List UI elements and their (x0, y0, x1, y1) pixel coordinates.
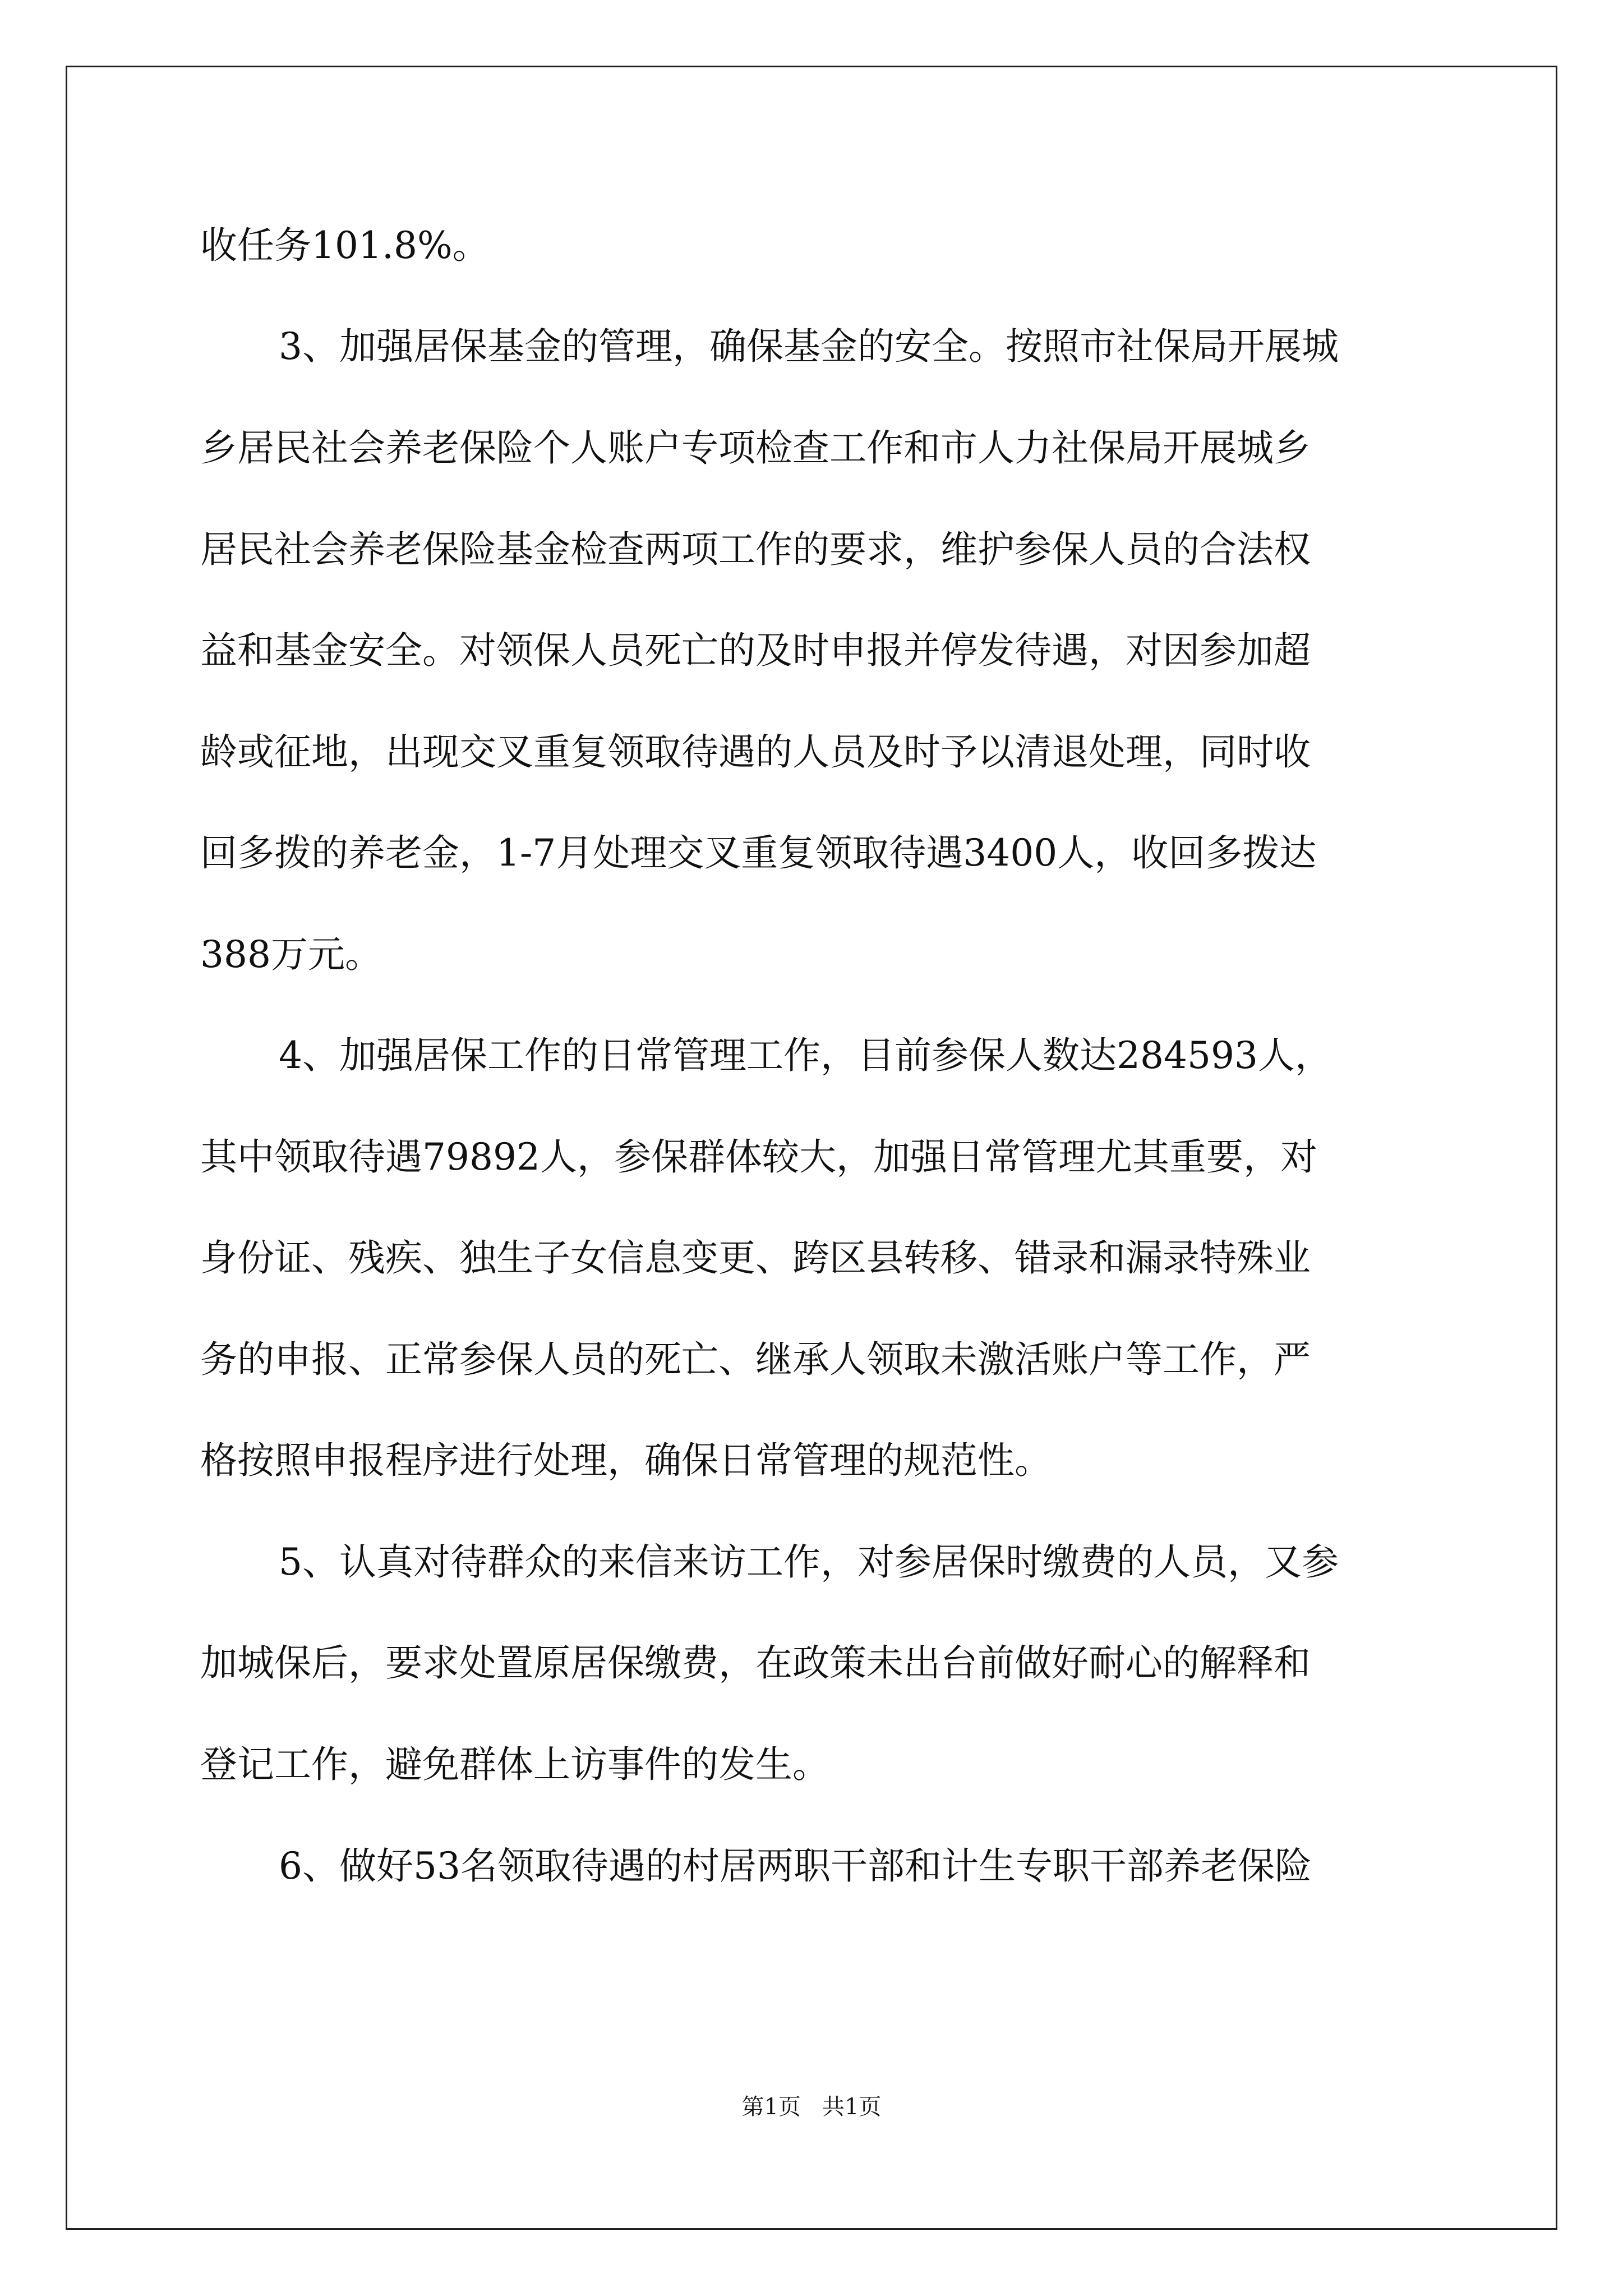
text-line-9: 4、加强居保工作的日常管理工作，目前参保人数达284593人， (279, 1034, 1332, 1077)
text-line-14: 5、认真对待群众的来信来访工作，对参居保时缴费的人员，又参 (279, 1540, 1339, 1584)
text-line-5: 益和基金安全。对领保人员死亡的及时申报并停发待遇，对因参加超 (200, 629, 1311, 672)
text-line-16: 登记工作，避免群体上访事件的发生。 (200, 1743, 829, 1786)
text-line-12: 务的申报、正常参保人员的死亡、继承人领取未激活账户等工作，严 (200, 1338, 1311, 1381)
page-footer: 第1页 共1页 (741, 2094, 882, 2120)
text-line-4: 居民社会养老保险基金检查两项工作的要求，维护参保人员的合法权 (200, 528, 1311, 571)
text-line-1: 收任务101.8%。 (200, 224, 490, 267)
text-line-13: 格按照申报程序进行处理，确保日常管理的规范性。 (200, 1439, 1052, 1482)
text-line-6: 龄或征地，出现交叉重复领取待遇的人员及时予以清退处理，同时收 (200, 730, 1311, 774)
text-line-15: 加城保后，要求处置原居保缴费，在政策未出台前做好耐心的解释和 (200, 1641, 1311, 1685)
text-line-10: 其中领取待遇79892人，参保群体较大，加强日常管理尤其重要，对 (200, 1135, 1317, 1179)
text-line-11: 身份证、残疾、独生子女信息变更、跨区县转移、错录和漏录特殊业 (200, 1236, 1311, 1280)
text-line-17: 6、做好53名领取待遇的村居两职干部和计生专职干部养老保险 (279, 1844, 1312, 1888)
text-line-3: 乡居民社会养老保险个人账户专项检查工作和市人力社保局开展城乡 (200, 426, 1311, 470)
text-line-8: 388万元。 (200, 933, 382, 976)
text-line-2: 3、加强居保基金的管理，确保基金的安全。按照市社保局开展城 (279, 325, 1339, 368)
text-line-7: 回多拨的养老金，1-7月处理交叉重复领取待遇3400人，收回多拨达 (200, 831, 1317, 875)
